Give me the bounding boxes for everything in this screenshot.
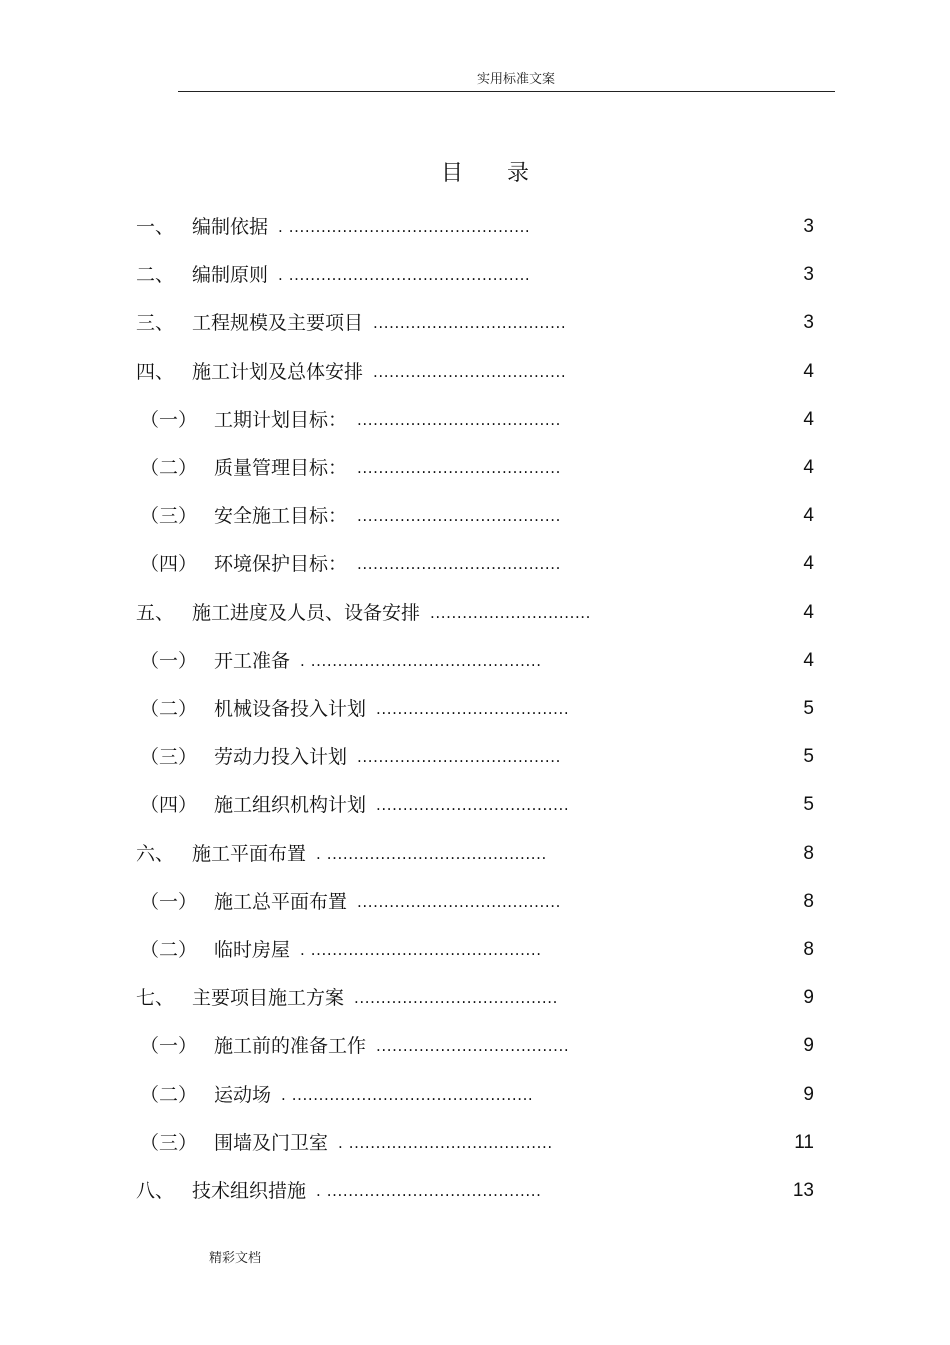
toc-entry-page: 5 [803, 698, 814, 719]
toc-entry-leader: ...................................... [357, 459, 561, 477]
toc-entry[interactable] [0, 840, 950, 868]
toc-entry-label: 施工计划及总体安排 [192, 360, 364, 383]
toc-entry-label: 质量管理目标： [214, 457, 348, 479]
toc-entry-page: 5 [803, 794, 814, 816]
toc-entry-leader: ...................................... [354, 989, 558, 1008]
toc-entry-page: 8 [803, 939, 814, 960]
toc-entry-leader: ...................................... [357, 748, 561, 767]
toc-entry-leader: ...................................... [357, 892, 561, 911]
toc-entry-leader: . ........................................... [300, 941, 542, 959]
toc-entry-leader: .................................... [376, 700, 570, 718]
toc-entry[interactable] [0, 695, 950, 723]
toc-entry[interactable] [0, 936, 950, 964]
toc-entry[interactable] [0, 1032, 950, 1060]
toc-entry-number: （三） [140, 505, 198, 528]
toc-entry-label: 施工前的准备工作 [214, 1035, 367, 1058]
toc-entry[interactable] [0, 358, 950, 386]
toc-entry[interactable] [0, 599, 950, 627]
toc-entry-page: 5 [803, 746, 814, 768]
toc-entry-number: 五、 [136, 601, 175, 624]
toc-entry-page: 8 [803, 890, 814, 912]
toc-entry-number: （四） [140, 794, 198, 817]
toc-entry-leader: . ...................................... [338, 1133, 553, 1152]
toc-entry-number: 六、 [136, 842, 175, 865]
toc-entry[interactable] [0, 502, 950, 530]
toc-entry-label: 主要项目施工方案 [192, 987, 345, 1010]
toc-entry-label: 机械设备投入计划 [214, 698, 367, 720]
toc-entry-label: 工程规模及主要项目 [192, 312, 364, 335]
toc-entry-number: （三） [140, 746, 198, 769]
toc-entry-number: （二） [140, 457, 198, 479]
toc-entry-label: 运动场 [214, 1083, 272, 1106]
toc-entry-leader: . ............................................. [281, 1085, 534, 1104]
toc-entry[interactable] [0, 888, 950, 916]
toc-entry-number: 二、 [136, 264, 175, 287]
toc-entry-leader: .................................... [373, 314, 567, 333]
toc-entry-page: 4 [803, 457, 814, 478]
toc-entry-number: （一） [140, 649, 198, 672]
toc-title-left: 目 [440, 161, 463, 186]
toc-entry[interactable] [0, 1081, 950, 1109]
toc-entry-page: 13 [792, 1180, 814, 1201]
toc-entry-leader: ...................................... [357, 555, 561, 574]
toc-entry-page: 4 [803, 601, 814, 623]
toc-entry-label: 技术组织措施 [192, 1180, 307, 1202]
toc-entry-page: 4 [803, 408, 814, 430]
toc-entry-label: 临时房屋 [214, 939, 291, 961]
toc-entry-number: （二） [140, 939, 198, 961]
toc-entry[interactable] [0, 406, 950, 434]
toc-entry-page: 9 [803, 1035, 814, 1057]
toc-entry[interactable] [0, 550, 950, 578]
toc-title-right: 录 [507, 161, 530, 186]
toc-entry-page: 8 [803, 842, 814, 864]
toc-entry-label: 施工组织机构计划 [214, 794, 367, 817]
toc-entry-page: 4 [803, 360, 814, 382]
toc-entry-page: 11 [794, 1131, 814, 1153]
toc-entry-leader: .............................. [430, 603, 592, 622]
toc-entry-number: 三、 [136, 312, 175, 335]
toc-entry[interactable] [0, 647, 950, 675]
toc-entry-number: （一） [140, 890, 198, 913]
page-footer: 精彩文档 [209, 1251, 262, 1266]
toc-entry-page: 9 [803, 1083, 814, 1105]
toc-entry-number: （二） [140, 1083, 198, 1106]
toc-entry-number: （三） [140, 1131, 198, 1154]
page-header: 实用标准文案 [476, 72, 555, 87]
toc-entry-number: （一） [140, 408, 198, 431]
toc-entry-leader: ...................................... [357, 507, 561, 526]
toc-entry-page: 3 [803, 312, 814, 334]
toc-entry-leader: .................................... [376, 1037, 570, 1056]
toc-entry-label: 安全施工目标： [214, 505, 348, 528]
toc-entry-label: 施工平面布置 [192, 842, 307, 865]
toc-entry-number: 七、 [136, 987, 175, 1010]
toc-entry-page: 9 [803, 987, 814, 1009]
toc-entry-leader: . ......................................... [316, 844, 547, 863]
toc-entry-page: 3 [803, 216, 814, 237]
toc-entry-page: 4 [803, 505, 814, 527]
toc-entry[interactable] [0, 261, 950, 289]
toc-entry-label: 环境保护目标： [214, 553, 348, 576]
toc-entry[interactable] [0, 984, 950, 1012]
toc-entry-leader: .................................... [376, 796, 570, 815]
toc-entry-leader: ...................................... [357, 410, 561, 429]
toc-entry-label: 编制原则 [192, 264, 269, 287]
toc-entry[interactable] [0, 1129, 950, 1157]
toc-entry[interactable] [0, 454, 950, 482]
toc-entry-leader: . ........................................... [300, 651, 542, 670]
toc-entry[interactable] [0, 309, 950, 337]
toc-entry-leader: . ............................................. [278, 218, 531, 236]
toc-entry-number: （四） [140, 553, 198, 576]
toc-entry-page: 3 [803, 264, 814, 286]
toc-entry-page: 4 [803, 553, 814, 575]
toc-entry[interactable] [0, 743, 950, 771]
toc-entry-label: 编制依据 [192, 216, 269, 238]
toc-entry-label: 工期计划目标： [214, 408, 348, 431]
toc-entry-number: 八、 [136, 1180, 175, 1202]
toc-entry[interactable] [0, 791, 950, 819]
toc-entry-label: 劳动力投入计划 [214, 746, 348, 769]
toc-entry-leader: . ........................................ [316, 1182, 542, 1200]
toc-entry[interactable] [0, 1177, 950, 1205]
toc-entry-label: 施工总平面布置 [214, 890, 348, 913]
toc-entry-page: 4 [803, 649, 814, 671]
toc-entry-number: 四、 [136, 360, 175, 383]
toc-entry-label: 围墙及门卫室 [214, 1131, 329, 1154]
toc-entry-label: 开工准备 [214, 649, 291, 672]
toc-entry-leader: . ............................................. [278, 266, 531, 285]
toc-entry-number: （一） [140, 1035, 198, 1058]
toc-entry-label: 施工进度及人员、设备安排 [192, 601, 421, 624]
toc-entry-number: 一、 [136, 216, 175, 238]
toc-entry[interactable] [0, 213, 950, 241]
toc-entry-leader: .................................... [373, 362, 567, 381]
toc-entry-number: （二） [140, 698, 198, 720]
